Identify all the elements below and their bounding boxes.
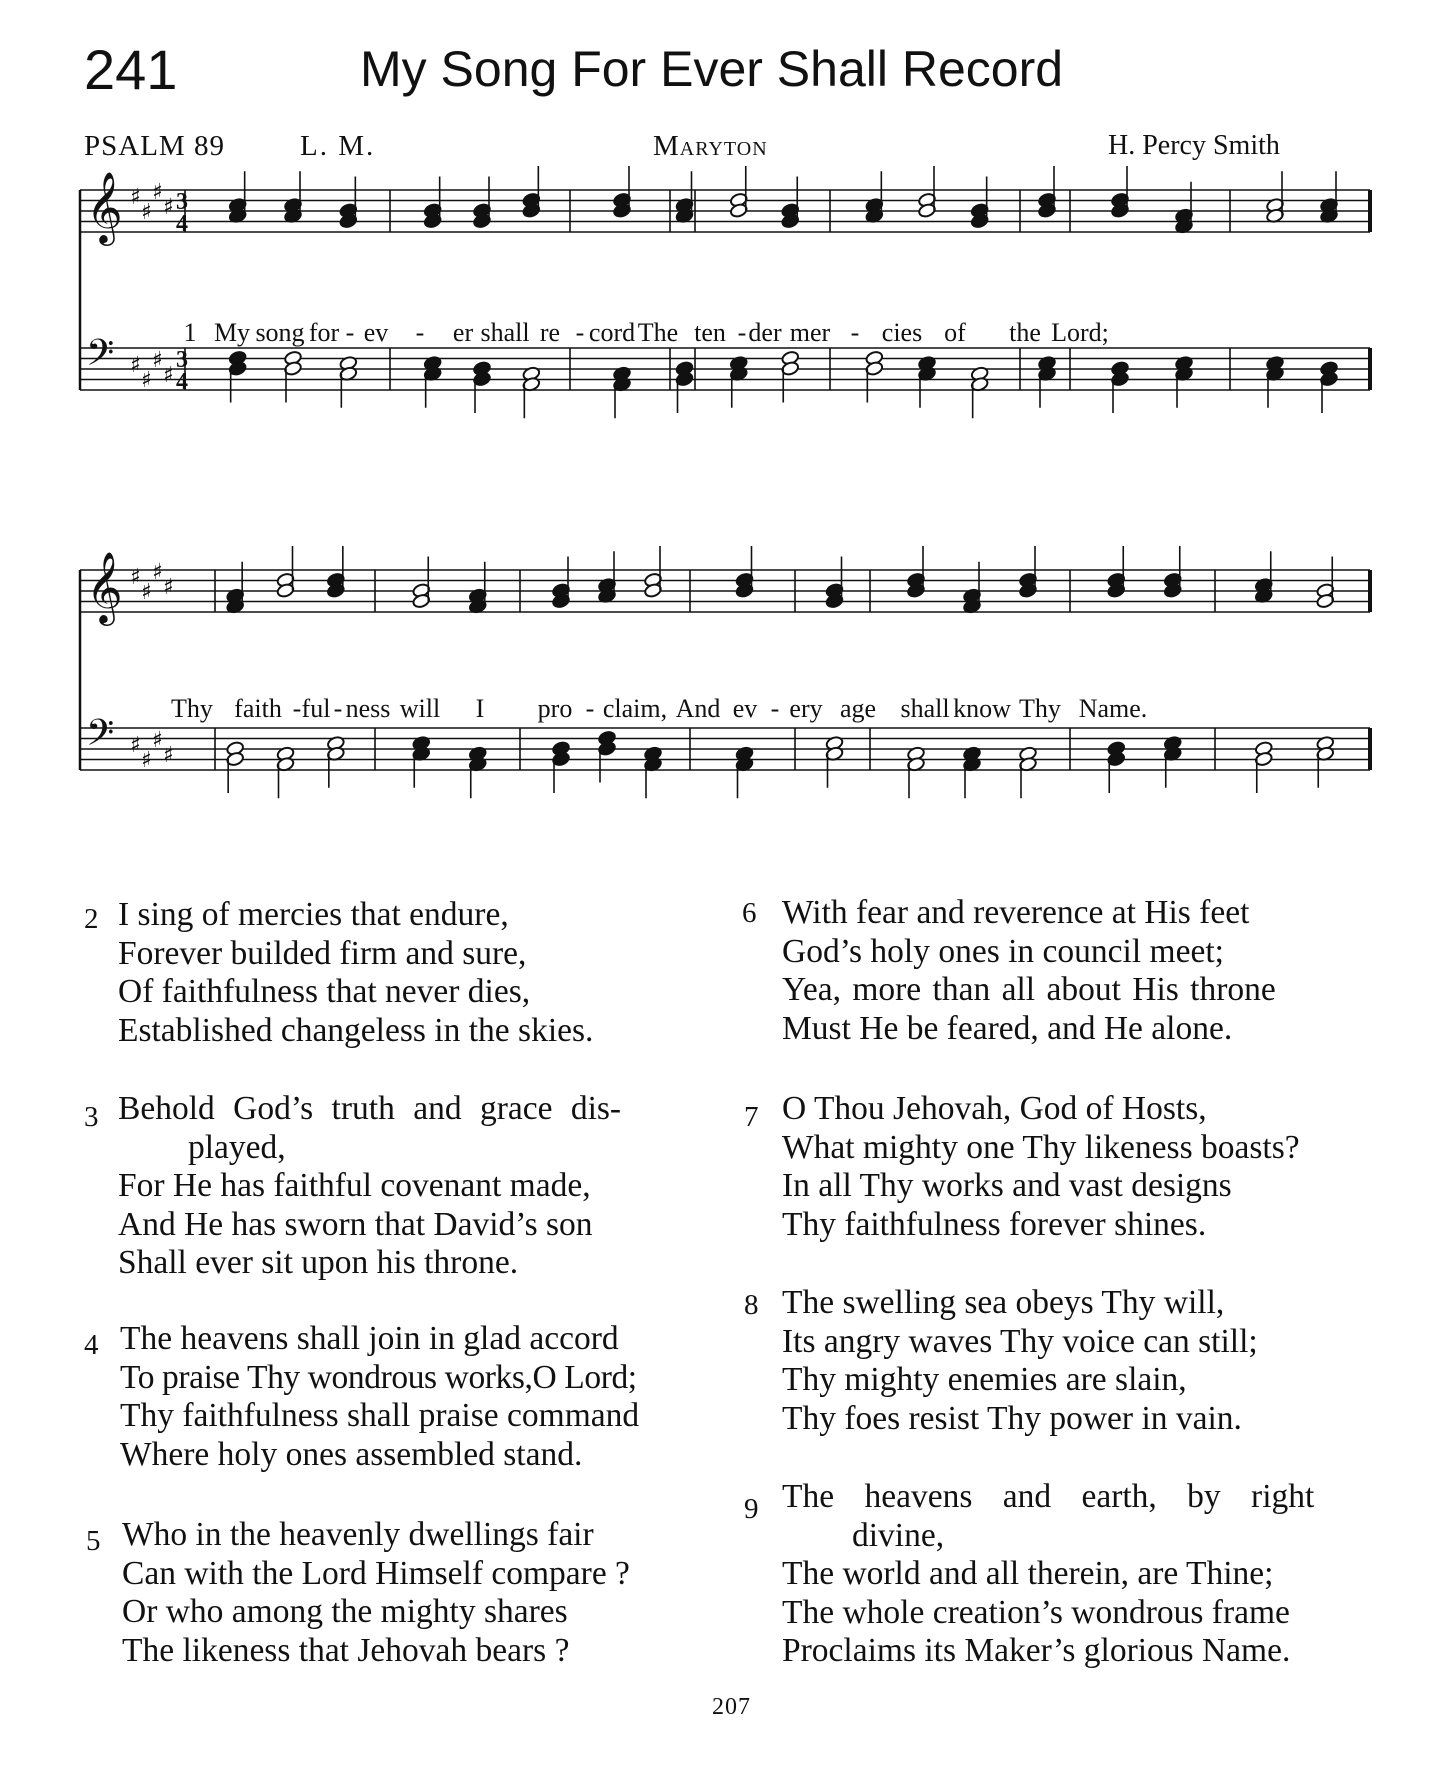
time-signature-bottom: 4: [176, 369, 188, 395]
verse-line: I sing of mercies that endure,: [118, 896, 509, 933]
meter: L. M.: [300, 130, 376, 162]
verse-number: 3: [84, 1101, 99, 1133]
lyric-syllable: -: [345, 318, 355, 347]
verse-3: [84, 1090, 622, 1283]
verse-number: 7: [744, 1101, 759, 1133]
verse-line: Its angry waves Thy voice can still;: [782, 1322, 1258, 1360]
lyric-syllable: I: [475, 694, 485, 723]
verse-7: [744, 1090, 1300, 1244]
lyric-syllable: age: [839, 694, 877, 723]
lyric-syllable: shall: [480, 318, 530, 347]
verse-number: 6: [742, 897, 757, 929]
lyric-syllable: faith: [234, 694, 282, 723]
lyric-syllable: ery: [789, 694, 823, 723]
lyric-syllable: will: [399, 694, 441, 723]
verse-line: The swelling sea obeys Thy will,: [782, 1284, 1225, 1321]
verse-number: 5: [86, 1525, 101, 1557]
sharp-icon: ♯: [141, 748, 152, 773]
sharp-icon: ♯: [163, 363, 174, 388]
verse-number: 4: [84, 1329, 99, 1361]
music-system-1: [80, 168, 1370, 488]
verse-line: For He has faithful covenant made,: [118, 1167, 591, 1204]
verse-line: Thy faithfulness forever shines.: [782, 1205, 1207, 1243]
sharp-icon: ♯: [163, 575, 174, 600]
verse-9: [744, 1478, 1315, 1671]
lyric-syllable: Thy: [171, 694, 213, 723]
sharp-icon: ♯: [163, 195, 174, 220]
lyric-syllable: -: [737, 318, 747, 347]
verse-line: Can with the Lord Himself compare ?: [122, 1554, 630, 1592]
tune-name: Maryton: [653, 130, 768, 162]
verse-line: Thy faithfulness shall praise command: [120, 1397, 640, 1434]
verse-line: Must He be feared, and He alone.: [782, 1009, 1233, 1047]
verse-number: 9: [744, 1493, 759, 1525]
lyric-syllable: for: [308, 318, 340, 347]
lyric-syllable: cord: [588, 318, 636, 347]
verse-5: [86, 1516, 630, 1670]
sharp-icon: ♯: [130, 565, 141, 590]
lyric-syllable: -: [415, 318, 425, 347]
verse-line: Of faithfulness that never dies,: [118, 973, 531, 1010]
lyric-syllable: -: [333, 694, 343, 723]
lyric-syllable: know: [953, 694, 1011, 723]
verse-line: Thy mighty enemies are slain,: [782, 1361, 1187, 1398]
verse-2: [84, 896, 594, 1050]
verse-line: The whole creation’s wondrous frame: [782, 1593, 1290, 1631]
verse-line: Who in the heavenly dwellings fair: [122, 1516, 594, 1553]
sharp-icon: ♯: [130, 733, 141, 758]
time-signature-top: 3: [176, 189, 188, 215]
lyric-syllable: -: [585, 694, 595, 723]
lyric-syllable: ness: [345, 694, 391, 723]
verse-line: Forever builded firm and sure,: [118, 934, 527, 972]
verse-8: [744, 1284, 1258, 1438]
lyric-syllable: The: [637, 318, 679, 347]
sharp-icon: ♯: [141, 200, 152, 225]
verse-line: Yea, more than all about His throne: [782, 971, 1276, 1008]
verse-number: 8: [744, 1289, 759, 1321]
lyric-syllable: der: [748, 318, 782, 347]
verse-line: The likeness that Jehovah bears ?: [122, 1631, 570, 1669]
sharp-icon: ♯: [152, 180, 163, 205]
lyric-syllable: -: [292, 694, 302, 723]
treble-clef-icon: 𝄞: [86, 550, 123, 623]
verse-line: The heavens shall join in glad accord: [120, 1320, 619, 1357]
verse-line: played,: [188, 1128, 286, 1166]
lyric-syllable: And: [675, 694, 721, 723]
sharp-icon: ♯: [130, 185, 141, 210]
hymn-number: 241: [84, 38, 178, 101]
time-signature-top: 3: [176, 347, 188, 373]
verse-number-1: 1: [183, 318, 197, 347]
verse-line: O Thou Jehovah, God of Hosts,: [782, 1090, 1207, 1127]
lyric-syllable: ev: [732, 694, 758, 723]
hymn-title: My Song For Ever Shall Record: [360, 41, 1064, 97]
verse-4: [84, 1320, 640, 1474]
lyric-syllable: Name.: [1078, 694, 1148, 723]
verse-line: God’s holy ones in council meet;: [782, 932, 1224, 970]
sharp-icon: ♯: [152, 348, 163, 373]
lyric-syllable: pro: [537, 694, 573, 723]
lyric-syllable: cies: [881, 318, 923, 347]
verse-line: Proclaims its Maker’s glorious Name.: [782, 1632, 1291, 1669]
verse-line: divine,: [852, 1516, 945, 1554]
sharp-icon: ♯: [130, 353, 141, 378]
verse-line: Established changeless in the skies.: [118, 1011, 594, 1049]
lyric-syllable: of: [944, 318, 966, 347]
time-signature-bottom: 4: [176, 211, 188, 237]
lyric-syllable: -: [770, 694, 780, 723]
lyric-syllable: Thy: [1019, 694, 1061, 723]
lyric-syllable: claim,: [602, 694, 668, 723]
verse-line: Behold God’s truth and grace dis-: [118, 1090, 622, 1127]
bass-clef-icon: 𝄢: [86, 332, 115, 383]
sharp-icon: ♯: [152, 560, 163, 585]
verse-line: Thy foes resist Thy power in vain.: [782, 1399, 1242, 1437]
lyric-syllable: er: [452, 318, 474, 347]
lyric-syllable: -: [575, 318, 585, 347]
lyric-syllable: My: [213, 318, 251, 347]
verse-line: Or who among the mighty shares: [122, 1593, 568, 1630]
lyric-syllable: Lord;: [1051, 318, 1109, 347]
lyric-syllable: -: [850, 318, 860, 347]
verse-line: With fear and reverence at His feet: [782, 894, 1250, 931]
verse-line: And He has sworn that David’s son: [118, 1205, 593, 1243]
verse-line: In all Thy works and vast designs: [782, 1167, 1232, 1204]
sharp-icon: ♯: [152, 728, 163, 753]
lyric-syllable: ev: [363, 318, 389, 347]
sharp-icon: ♯: [141, 580, 152, 605]
lyric-syllable: ten: [694, 318, 726, 347]
verse-line: The heavens and earth, by right: [782, 1478, 1315, 1515]
verse-line: What mighty one Thy likeness boasts?: [782, 1128, 1300, 1166]
treble-clef-icon: 𝄞: [86, 170, 123, 243]
lyric-syllable: ful: [301, 694, 331, 723]
psalm-reference: PSALM 89: [84, 130, 225, 162]
sharp-icon: ♯: [141, 368, 152, 393]
lyric-syllable: re: [539, 318, 561, 347]
lyric-syllable: song: [255, 318, 305, 347]
page-number: 207: [712, 1694, 751, 1720]
verse-6: [742, 894, 1276, 1048]
verse-line: Where holy ones assembled stand.: [120, 1435, 583, 1473]
sharp-icon: ♯: [163, 743, 174, 768]
lyric-syllable: shall: [900, 694, 950, 723]
verse-line: Shall ever sit upon his throne.: [118, 1244, 519, 1281]
verse-line: To praise Thy wondrous works,O Lord;: [120, 1358, 637, 1396]
verse-number: 2: [84, 903, 99, 935]
verse-line: The world and all therein, are Thine;: [782, 1555, 1274, 1592]
lyric-syllable: mer: [789, 318, 831, 347]
bass-clef-icon: 𝄢: [86, 712, 115, 763]
music-system-2: [80, 548, 1370, 868]
lyric-syllable: the: [1009, 318, 1041, 347]
composer: H. Percy Smith: [1108, 130, 1280, 161]
